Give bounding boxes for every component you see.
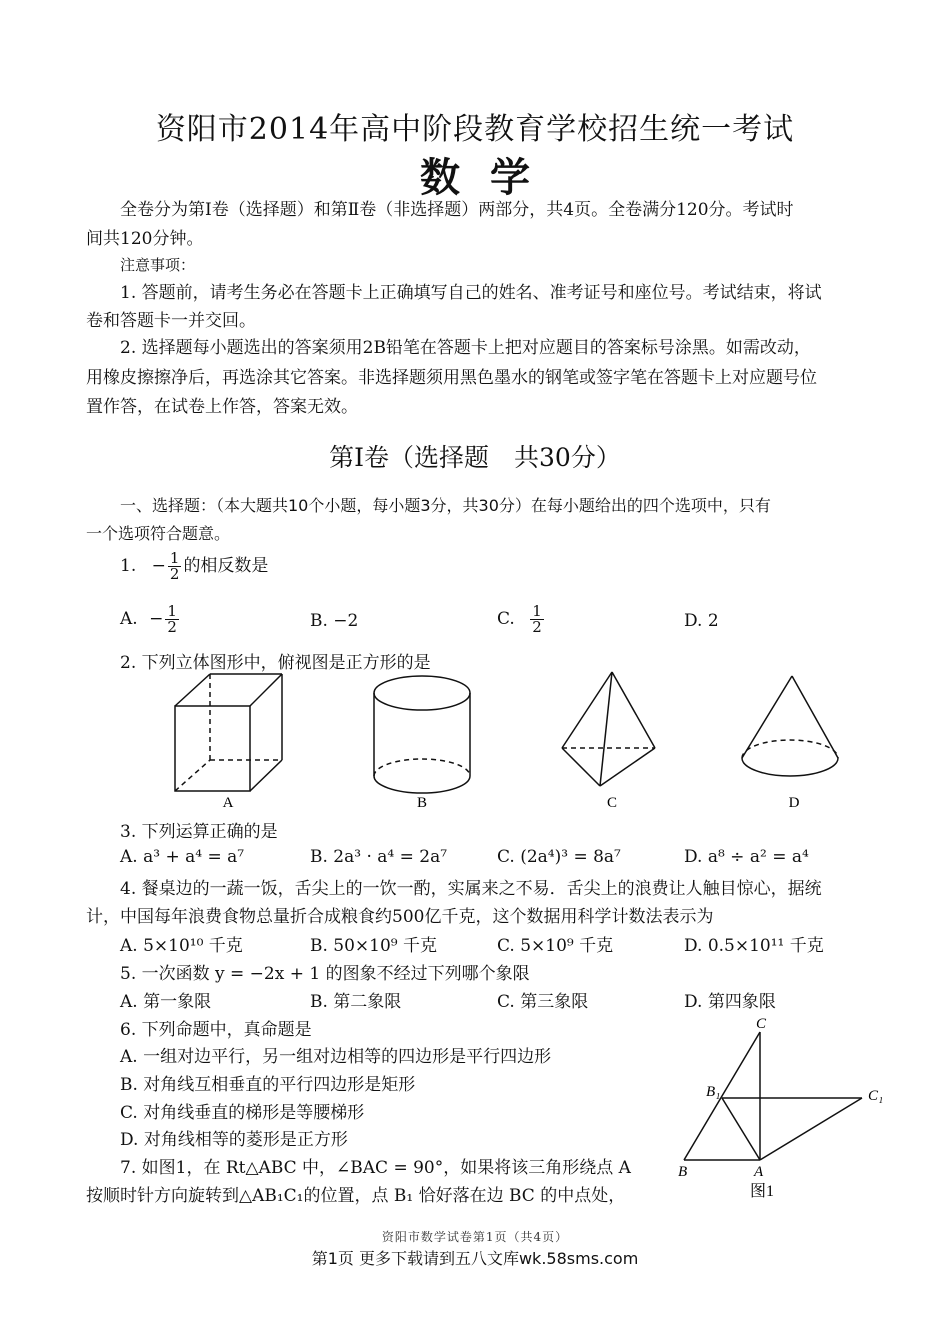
q1-a-neg: − [149, 609, 164, 629]
fig1-label-b: B [678, 1164, 688, 1180]
fig1-label-b1: B₁ [706, 1084, 721, 1100]
q2-label-a: A [222, 795, 234, 811]
question-5: 5. 一次函数 y = −2x + 1 的图象不经过下列哪个象限 [120, 964, 530, 984]
question-4-line-1: 4. 餐桌边的一蔬一饭，舌尖上的一饮一酌，实属来之不易．舌尖上的浪费让人触目惊心，据统 [120, 879, 822, 899]
q1-c-frac-num: 1 [532, 602, 542, 620]
q2-label-c: C [606, 795, 618, 811]
q1-option-b: B. −2 [310, 611, 359, 631]
cube-figure [175, 674, 282, 791]
q3-option-d: D. a⁸ ÷ a² = a⁴ [684, 847, 809, 867]
q1-text: 的相反数是 [183, 556, 269, 576]
q5-option-c: C. 第三象限 [497, 992, 589, 1012]
note-1-line-1: 1. 答题前，请考生务必在答题卡上正确填写自己的姓名、准考证号和座位号。考试结束，将试 [120, 283, 822, 303]
q1-fraction [168, 551, 182, 582]
note-2-line-2: 用橡皮擦擦净后，再选涂其它答案。非选择题须用黑色墨水的钢笔或签字笔在答题卡上对应题号位 [86, 368, 817, 388]
q2-solid-figures [150, 668, 870, 814]
question-6: 6. 下列命题中，真命题是 [120, 1020, 312, 1040]
pyramid-figure [562, 672, 655, 786]
fig1-label-c: C [756, 1016, 767, 1032]
q1-c-fraction [530, 604, 544, 635]
q1-neg-sign: − [151, 556, 166, 576]
q6-option-c: C. 对角线垂直的梯形是等腰梯形 [120, 1103, 365, 1123]
section-1-title: 第Ⅰ卷（选择题 共30分） [329, 443, 621, 472]
q2-label-b: B [416, 795, 428, 811]
q1-frac-num: 1 [169, 549, 180, 567]
q3-option-a: A. a³ + a⁴ = a⁷ [120, 847, 245, 867]
cone-figure [742, 676, 838, 776]
q3-option-b: B. 2a³ · a⁴ = 2a⁷ [310, 847, 448, 867]
q1-a-fraction [165, 604, 179, 635]
page-footer-line: 资阳市数学试卷第1页（共4页） [381, 1230, 569, 1244]
q3-option-c: C. (2a⁴)³ = 8a⁷ [497, 847, 621, 867]
section-1-instr-1: 一、选择题：（本大题共10个小题，每小题3分，共30分）在每小题给出的四个选项中，只有 [120, 496, 771, 515]
question-7-line-2: 按顺时针方向旋转到△AB₁C₁的位置，点 B₁ 恰好落在边 BC 的中点处， [86, 1186, 626, 1206]
fig1-label-a: A [754, 1164, 764, 1180]
q4-option-d: D. 0.5×10¹¹ 千克 [684, 936, 824, 956]
note-2-line-1: 2. 选择题每小题选出的答案须用2B铅笔在答题卡上把对应题目的答案标号涂黑。如需改动， [120, 338, 811, 358]
q1-number: 1. [120, 556, 137, 576]
q6-option-b: B. 对角线互相垂直的平行四边形是矩形 [120, 1075, 416, 1095]
section-1-instr-2: 一个选项符合题意。 [86, 524, 231, 543]
note-2-line-3: 置作答，在试卷上作答，答案无效。 [86, 397, 358, 417]
q1-option-d: D. 2 [684, 611, 719, 631]
note-1-line-2: 卷和答题卡一并交回。 [86, 311, 256, 331]
q1-a-frac-num: 1 [167, 602, 177, 620]
q1-option-c [497, 604, 546, 635]
q4-option-c: C. 5×10⁹ 千克 [497, 936, 614, 956]
question-2: 2. 下列立体图形中，俯视图是正方形的是 [120, 653, 431, 673]
question-3: 3. 下列运算正确的是 [120, 822, 278, 842]
notes-heading: 注意事项： [120, 256, 196, 274]
q2-label-d: D [788, 795, 800, 811]
fig1-caption: 图1 [749, 1183, 775, 1200]
subject-title: 数学 [420, 154, 560, 201]
q5-option-a: A. 第一象限 [120, 992, 212, 1012]
q6-option-d: D. 对角线相等的菱形是正方形 [120, 1130, 348, 1150]
q1-c-label: C. [497, 609, 515, 629]
figure-1-triangle [676, 1012, 896, 1204]
question-4-line-2: 计，中国每年浪费食物总量折合成粮食约500亿千克，这个数据用科学计数法表示为 [86, 907, 714, 927]
q1-a-label: A. [120, 609, 138, 629]
intro-line-1: 全卷分为第Ⅰ卷（选择题）和第Ⅱ卷（非选择题）两部分，共4页。全卷满分120分。考试时 [120, 200, 794, 220]
q6-option-a: A. 一组对边平行，另一组对边相等的四边形是平行四边形 [120, 1047, 552, 1067]
cylinder-figure [374, 676, 470, 793]
q1-option-a [120, 604, 181, 635]
q5-option-b: B. 第二象限 [310, 992, 402, 1012]
fig1-label-c1: C₁ [868, 1088, 884, 1104]
exam-title: 资阳市2014年高中阶段教育学校招生统一考试 [155, 112, 795, 147]
question-7-line-1: 7. 如图1，在 Rt△ABC 中，∠BAC = 90°，如果将该三角形绕点 A [120, 1158, 631, 1178]
q1-c-frac-den: 2 [532, 618, 542, 636]
q1-a-frac-den: 2 [167, 618, 177, 636]
q1-frac-den: 2 [169, 565, 180, 583]
question-1 [120, 551, 268, 582]
q5-option-d: D. 第四象限 [684, 992, 776, 1012]
download-footer: 第1页 更多下载请到五八文库wk.58sms.com [311, 1249, 639, 1268]
intro-line-2: 间共120分钟。 [86, 229, 204, 249]
q4-option-b: B. 50×10⁹ 千克 [310, 936, 438, 956]
q4-option-a: A. 5×10¹⁰ 千克 [120, 936, 243, 956]
